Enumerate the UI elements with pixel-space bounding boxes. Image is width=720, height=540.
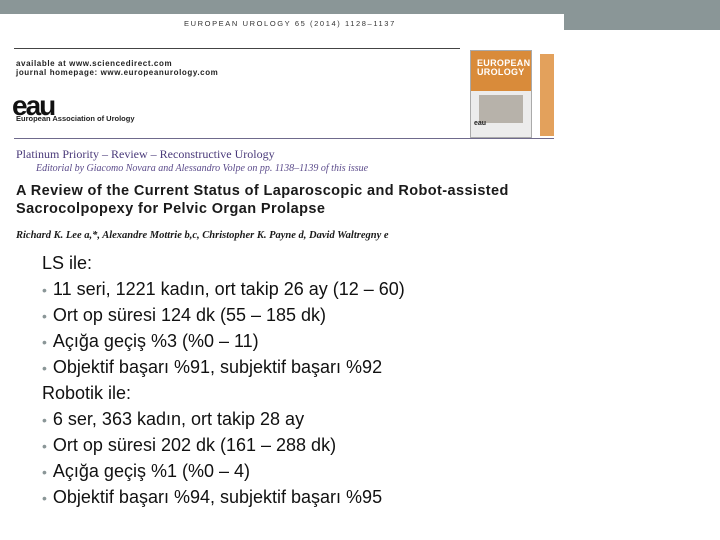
ls-item [42, 276, 602, 302]
bullet-icon: • [42, 438, 47, 454]
ls-heading: LS ile: [42, 253, 93, 273]
robotic-heading: Robotik ile: [42, 383, 132, 403]
journal-homepage-line: journal homepage: www.europeanurology.com [16, 68, 219, 77]
journal-article-header-image [0, 14, 564, 241]
editorial-note: Editorial by Giacomo Novara and Alessandro Volpe on pp. 1138–1139 of this issue [36, 163, 369, 174]
robotic-item-text: 6 ser, 363 kadın, ort takip 28 ay [52, 409, 305, 429]
cover-title-line-2: UROLOGY [477, 67, 525, 77]
journal-reference: EUROPEAN UROLOGY 65 (2014) 1128–1137 [184, 19, 396, 28]
ls-item [42, 328, 602, 354]
article-title-line-2: Sacrocolpopexy for Pelvic Organ Prolapse [16, 201, 326, 217]
cover-title [477, 59, 530, 77]
cover-side-strip [540, 54, 554, 136]
robotic-item-text: Ort op süresi 202 dk (161 – 288 dk) [52, 435, 337, 455]
eau-logo-subtitle: European Association of Urology [16, 114, 135, 123]
bullet-icon: • [42, 308, 47, 324]
robotic-item [42, 432, 602, 458]
available-at-line: available at www.sciencedirect.com [16, 59, 173, 68]
ls-item-text: Açığa geçiş %3 (%0 – 11) [52, 331, 259, 351]
robotic-item [42, 484, 602, 510]
robotic-item [42, 406, 602, 432]
ls-item-text: Ort op süresi 124 dk (55 – 185 dk) [52, 305, 327, 325]
cover-picture [479, 95, 523, 123]
ls-item-text: Objektif başarı %91, subjektif başarı %92 [52, 357, 383, 377]
ls-item [42, 302, 602, 328]
slide-body-text [42, 250, 602, 510]
bullet-icon: • [42, 464, 47, 480]
bullet-icon: • [42, 412, 47, 428]
category-rule [14, 138, 554, 139]
eau-logo: eau [12, 90, 55, 121]
cover-logo: eau [474, 120, 487, 127]
article-title-line-1: A Review of the Current Status of Laparoscopic and Robot-assisted [16, 183, 509, 199]
robotic-item [42, 458, 602, 484]
bullet-icon: • [42, 360, 47, 376]
bullet-icon: • [42, 490, 47, 506]
article-authors: Richard K. Lee a,*, Alexandre Mottrie b,c, Christopher K. Payne d, David Waltregny e [16, 230, 389, 241]
bullet-icon: • [42, 334, 47, 350]
header-rule [14, 48, 460, 49]
ls-item [42, 354, 602, 380]
article-category: Platinum Priority – Review – Reconstructive Urology [16, 147, 275, 161]
ls-item-text: 11 seri, 1221 kadın, ort takip 26 ay (12 – 60) [52, 279, 405, 299]
robotic-item-text: Açığa geçiş %1 (%0 – 4) [52, 461, 251, 481]
bullet-icon: • [42, 282, 47, 298]
cover-title-line-1: EUROPEAN [477, 58, 531, 68]
robotic-item-text: Objektif başarı %94, subjektif başarı %95 [52, 487, 383, 507]
